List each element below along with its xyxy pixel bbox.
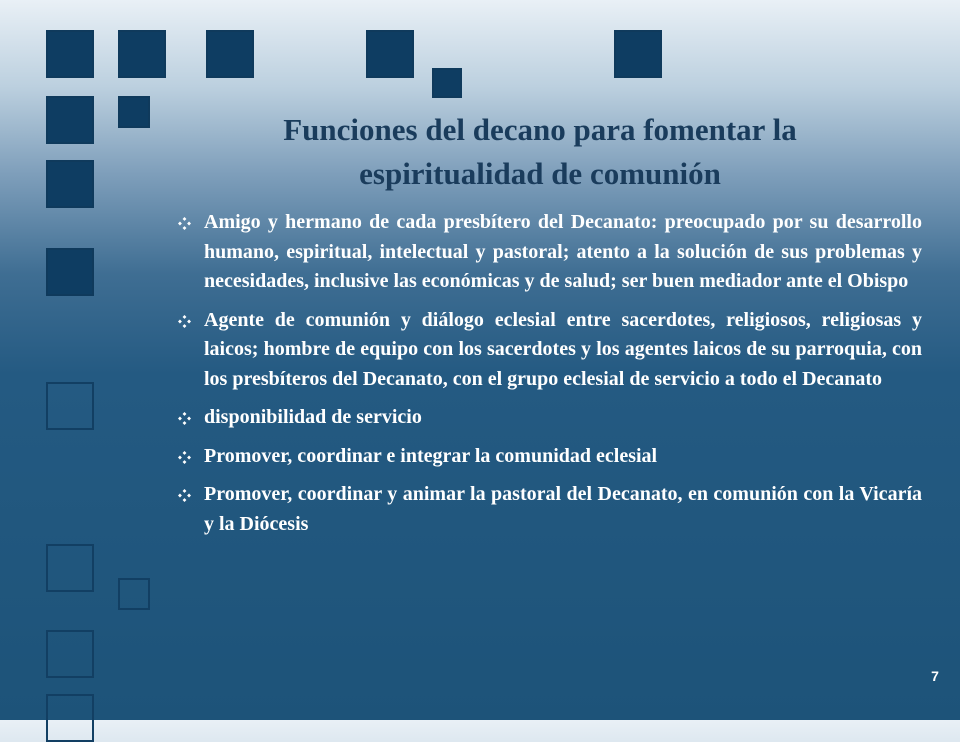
diamond-four-icon (178, 315, 191, 328)
decor-square (118, 96, 150, 128)
slide-title (190, 108, 890, 196)
bullet-text: Promover, coordinar y animar la pastoral del Decanato, en comunión con la Vicaría y la Diócesis (204, 483, 922, 535)
decor-square (46, 96, 94, 144)
bullet-text: Amigo y hermano de cada presbítero del Decanato: preocupado por su desarrollo humano, espiritual, intelectual y pastoral; atento a la solución de sus problemas y necesidades, inclusive las económicas y de salud; ser buen mediador ante el Obispo (204, 211, 922, 292)
bullet-item (176, 442, 922, 472)
decor-square (206, 30, 254, 78)
decor-square (614, 30, 662, 78)
bullet-item (176, 208, 922, 297)
page-number: 7 (931, 668, 939, 684)
decor-square (366, 30, 414, 78)
decor-square (46, 160, 94, 208)
diamond-four-icon (178, 217, 191, 230)
decor-square-outline (118, 578, 150, 610)
decor-square (432, 68, 462, 98)
decor-square-outline (46, 630, 94, 678)
bullet-text: disponibilidad de servicio (204, 406, 422, 428)
bullet-text: Agente de comunión y diálogo eclesial entre sacerdotes, religiosos, religiosas y laicos; hombre de equipo con los sacerdotes y los agentes laicos de su parroquia, con los presbíteros del Decanato, con el grupo eclesial de servicio a todo el Decanato (204, 308, 922, 390)
bullet-text: Promover, coordinar e integrar la comunidad eclesial (204, 444, 658, 467)
bullet-list (176, 208, 922, 548)
bullet-item (176, 403, 922, 433)
decor-square-outline (46, 382, 94, 430)
diamond-four-icon (178, 451, 191, 464)
decor-square (118, 30, 166, 78)
bullet-item (176, 306, 922, 395)
title-line-1: Funciones del decano para fomentar la (283, 112, 797, 147)
decor-square-outline (46, 544, 94, 592)
diamond-four-icon (178, 412, 191, 425)
diamond-four-icon (178, 489, 191, 502)
bullet-item (176, 480, 922, 539)
decor-square-outline (46, 694, 94, 742)
decor-square (46, 248, 94, 296)
decor-square (46, 30, 94, 78)
title-line-2: espiritualidad de comunión (359, 156, 721, 191)
